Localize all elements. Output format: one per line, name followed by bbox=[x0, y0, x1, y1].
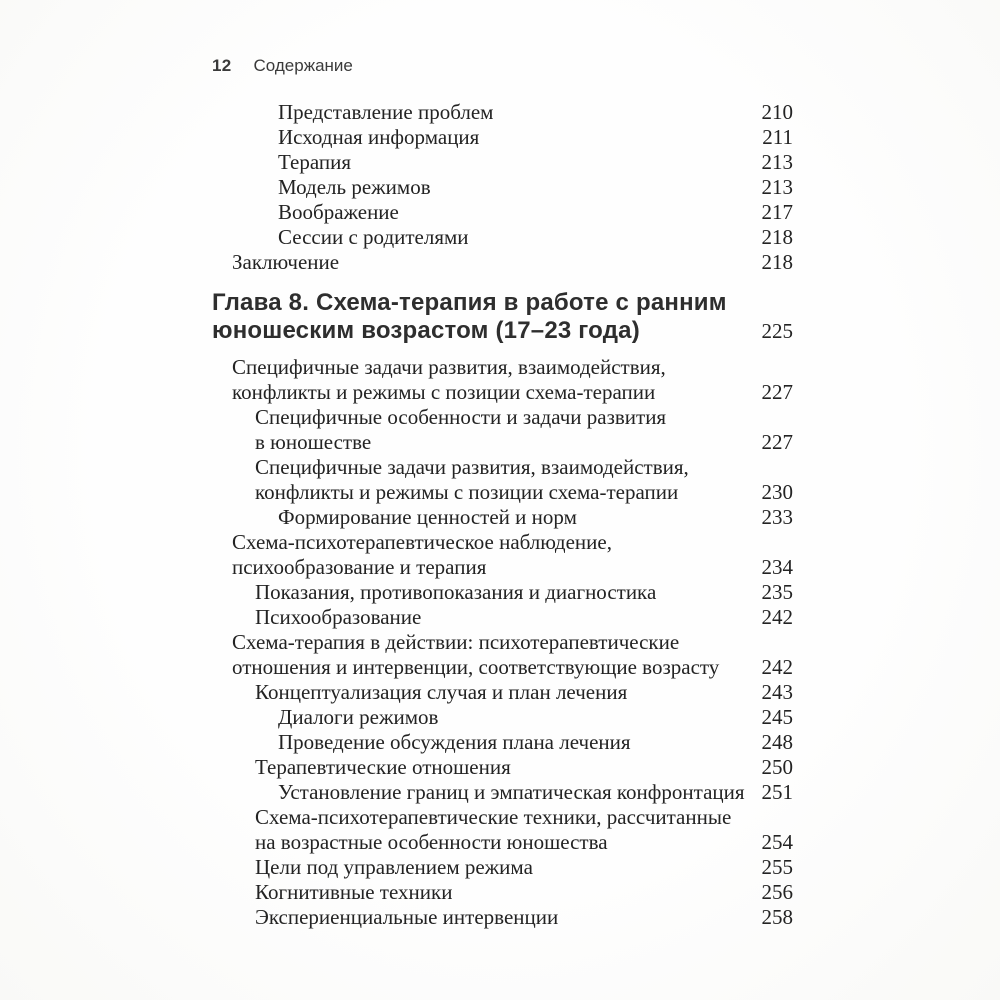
toc-entry-title: Проведение обсуждения плана лечения bbox=[278, 730, 631, 754]
toc-entry-title: психообразование и терапия bbox=[232, 555, 487, 579]
toc-entry bbox=[212, 250, 793, 275]
toc-entry-title: Терапевтические отношения bbox=[255, 755, 511, 779]
chapter-heading-text: Глава 8. Схема-терапия в работе с ранним bbox=[212, 289, 727, 316]
toc-entry bbox=[212, 905, 793, 930]
toc-entry bbox=[212, 150, 793, 175]
toc-entry-page: 250 bbox=[761, 755, 793, 779]
toc-entry bbox=[212, 125, 793, 150]
chapter-heading bbox=[212, 289, 793, 345]
toc-entry-title: Специфичные задачи развития, взаимодействия, bbox=[232, 355, 666, 379]
chapter-heading-text: юношеским возрастом (17–23 года) bbox=[212, 317, 640, 344]
toc-entry bbox=[212, 805, 793, 855]
toc-entry-page: 255 bbox=[761, 855, 793, 879]
toc-entry-line bbox=[212, 455, 793, 480]
toc-entry-line bbox=[212, 680, 793, 705]
toc-entry-line bbox=[212, 555, 793, 580]
toc-entry bbox=[212, 100, 793, 125]
toc-entry-title: Цели под управлением режима bbox=[255, 855, 533, 879]
toc-entry bbox=[212, 855, 793, 880]
toc-entry-page: 217 bbox=[761, 200, 793, 224]
toc-entry-title: Терапия bbox=[278, 150, 352, 174]
toc-entry-line bbox=[212, 150, 793, 175]
toc-entry-line bbox=[212, 855, 793, 880]
toc-entry-line bbox=[212, 317, 793, 345]
toc-entry-title: Психообразование bbox=[255, 605, 422, 629]
toc-entry-page: 213 bbox=[761, 150, 793, 174]
toc-entry bbox=[212, 605, 793, 630]
toc-entry-line bbox=[212, 505, 793, 530]
toc-entry-title: в юношестве bbox=[255, 430, 372, 454]
toc-entry-line bbox=[212, 580, 793, 605]
toc-entry-page: 242 bbox=[761, 605, 793, 629]
toc-entry-title: Экспериенциальные интервенции bbox=[255, 905, 559, 929]
toc-entry-title: отношения и интервенции, соответствующие возрасту bbox=[232, 655, 720, 679]
toc-list bbox=[212, 100, 793, 930]
toc-entry bbox=[212, 730, 793, 755]
toc-entry-title: Специфичные особенности и задачи развития bbox=[255, 405, 667, 429]
toc-entry-title: конфликты и режимы с позиции схема-терапии bbox=[255, 480, 679, 504]
toc-entry bbox=[212, 200, 793, 225]
toc-entry-page: 218 bbox=[761, 225, 793, 249]
toc-entry bbox=[212, 355, 793, 405]
toc-entry-line bbox=[212, 405, 793, 430]
toc-entry-title: на возрастные особенности юношества bbox=[255, 830, 608, 854]
toc-entry-page: 258 bbox=[761, 905, 793, 929]
toc-entry-page: 251 bbox=[761, 780, 793, 804]
toc-entry bbox=[212, 225, 793, 250]
toc-entry-line bbox=[212, 780, 793, 805]
toc-entry-line bbox=[212, 380, 793, 405]
toc-entry-page: 256 bbox=[761, 880, 793, 904]
toc-entry-page: 235 bbox=[761, 580, 793, 604]
toc-entry bbox=[212, 505, 793, 530]
running-header bbox=[212, 56, 793, 76]
toc-entry-page: 254 bbox=[761, 830, 793, 854]
toc-entry-line bbox=[212, 730, 793, 755]
toc-entry-title: Исходная информация bbox=[278, 125, 480, 149]
toc-entry-page: 245 bbox=[761, 705, 793, 729]
toc-entry bbox=[212, 580, 793, 605]
toc-entry-title: Формирование ценностей и норм bbox=[278, 505, 577, 529]
toc-entry-line bbox=[212, 480, 793, 505]
toc-entry-title: Специфичные задачи развития, взаимодействия, bbox=[255, 455, 689, 479]
toc-entry-line bbox=[212, 755, 793, 780]
toc-entry-title: Схема-психотерапевтические техники, рассчитанные bbox=[255, 805, 732, 829]
toc-entry-line bbox=[212, 175, 793, 200]
toc-entry bbox=[212, 630, 793, 680]
toc-entry-title: Когнитивные техники bbox=[255, 880, 453, 904]
toc-entry bbox=[212, 455, 793, 505]
toc-entry-line bbox=[212, 200, 793, 225]
toc-entry-title: Диалоги режимов bbox=[278, 705, 439, 729]
toc-entry bbox=[212, 705, 793, 730]
toc-entry-page: 233 bbox=[761, 505, 793, 529]
toc-entry-line bbox=[212, 830, 793, 855]
toc-entry-title: Сессии с родителями bbox=[278, 225, 469, 249]
toc-entry-line bbox=[212, 100, 793, 125]
toc-entry-page: 227 bbox=[761, 430, 793, 454]
toc-entry-page: 234 bbox=[761, 555, 793, 579]
toc-entry-title: Установление границ и эмпатическая конфронтация bbox=[278, 780, 745, 804]
toc-entry-page: 242 bbox=[761, 655, 793, 679]
toc-entry bbox=[212, 780, 793, 805]
toc-entry-line bbox=[212, 905, 793, 930]
toc-entry-page: 227 bbox=[761, 380, 793, 404]
toc-entry-line bbox=[212, 805, 793, 830]
toc-entry-line bbox=[212, 655, 793, 680]
toc-entry-page: 248 bbox=[761, 730, 793, 754]
toc-entry-title: Схема-психотерапевтическое наблюдение, bbox=[232, 530, 612, 554]
toc-entry-page: 210 bbox=[761, 100, 793, 124]
toc-entry-page: 225 bbox=[761, 319, 793, 343]
toc-entry-line bbox=[212, 630, 793, 655]
toc-entry bbox=[212, 880, 793, 905]
toc-entry-line bbox=[212, 705, 793, 730]
toc-entry-line bbox=[212, 430, 793, 455]
toc-entry bbox=[212, 405, 793, 455]
toc-entry-page: 218 bbox=[761, 250, 793, 274]
toc-entry-title: Схема-терапия в действии: психотерапевтические bbox=[232, 630, 680, 654]
toc-entry-line bbox=[212, 605, 793, 630]
toc-entry bbox=[212, 175, 793, 200]
toc-entry-title: Модель режимов bbox=[278, 175, 431, 199]
toc-entry-title: Заключение bbox=[232, 250, 340, 274]
toc-entry-line bbox=[212, 125, 793, 150]
running-header-title: Содержание bbox=[253, 56, 353, 75]
toc-entry-title: Показания, противопоказания и диагностика bbox=[255, 580, 657, 604]
toc-entry-line bbox=[212, 880, 793, 905]
toc-entry-title: Концептуализация случая и план лечения bbox=[255, 680, 628, 704]
toc-entry-page: 230 bbox=[761, 480, 793, 504]
toc-entry bbox=[212, 755, 793, 780]
toc-entry-page: 243 bbox=[761, 680, 793, 704]
toc-entry-line bbox=[212, 530, 793, 555]
toc-entry-page: 213 bbox=[761, 175, 793, 199]
toc-entry-line bbox=[212, 250, 793, 275]
toc-entry-page: 211 bbox=[762, 125, 793, 149]
toc-entry bbox=[212, 530, 793, 580]
toc-entry-title: Представление проблем bbox=[278, 100, 494, 124]
toc-entry-title: конфликты и режимы с позиции схема-терапии bbox=[232, 380, 656, 404]
running-page-number: 12 bbox=[212, 56, 232, 75]
toc-entry bbox=[212, 680, 793, 705]
toc-entry-line bbox=[212, 289, 793, 317]
toc-entry-line bbox=[212, 355, 793, 380]
toc-entry-title: Воображение bbox=[278, 200, 399, 224]
toc-entry-line bbox=[212, 225, 793, 250]
